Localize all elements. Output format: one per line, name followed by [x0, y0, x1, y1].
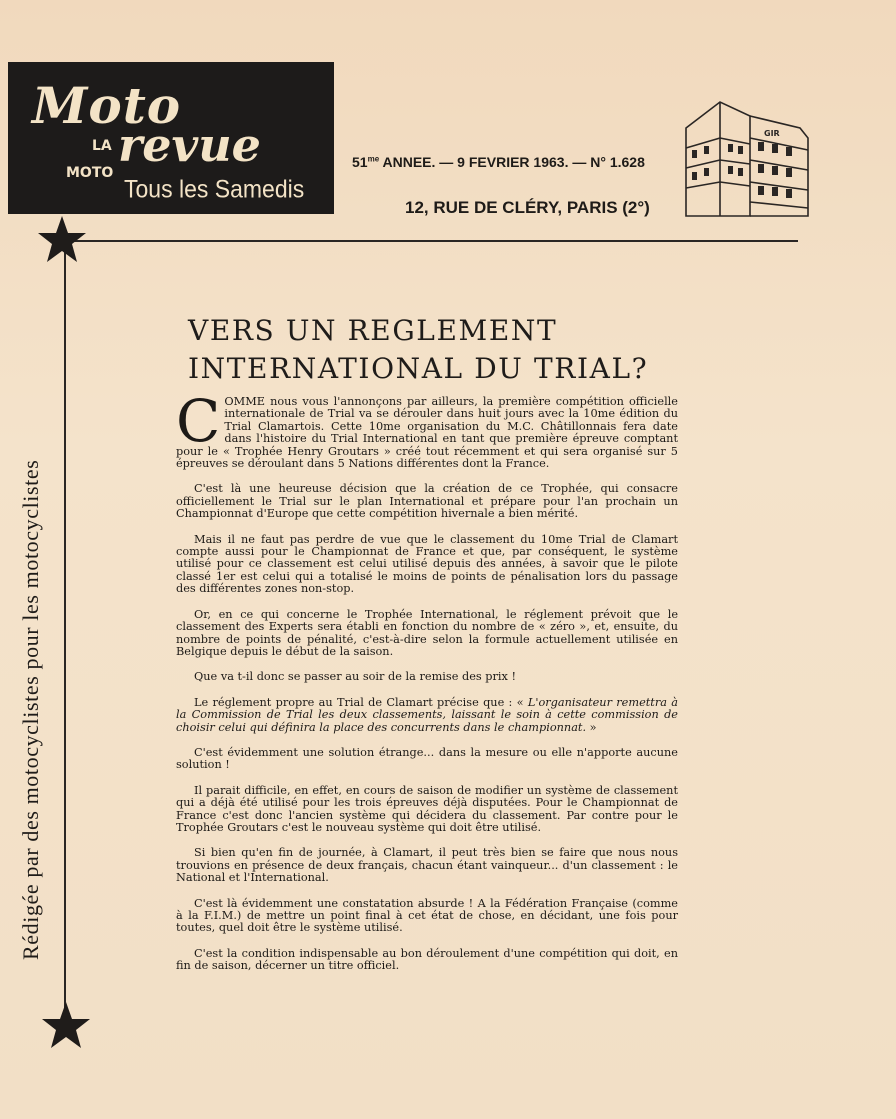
masthead-tagline: Tous les Samedis: [124, 174, 305, 204]
paragraph: C'est là une heureuse décision que la création de ce Trophée, qui consacre officiellement le Trial sur le plan International et prépare pour l'an prochain un Championnat d'Europe que cette compétition hivernale a bien mérité.: [176, 482, 678, 521]
star-icon: [36, 214, 88, 266]
paragraph: Que va t-il donc se passer au soir de la remise des prix !: [194, 670, 517, 684]
building-illustration: [680, 98, 814, 220]
logo-moto-small-text: MOTO: [66, 165, 114, 181]
title-line-2: INTERNATIONAL DU TRIAL?: [188, 352, 649, 385]
paragraph: Si bien qu'en fin de journée, à Clamart, il peut très bien se faire que nous nous trouvions en présence de deux français, chacun étant vainqueur... d'un classement : le National et l'International.: [176, 846, 678, 885]
address-line: 12, RUE DE CLÉRY, PARIS (2°): [405, 198, 650, 217]
issue-ordinal: 51: [352, 154, 368, 170]
title-line-1: VERS UN REGLEMENT: [188, 314, 558, 347]
star-icon: [40, 1000, 92, 1052]
paragraph: C'est la condition indispensable au bon déroulement d'une compétition qui doit, en fin de saison, décerner un titre officiel.: [176, 946, 678, 973]
paragraph: Or, en ce qui concerne le Trophée International, le réglement prévoit que le classement des Experts sera établi en fonction du nombre de « zéro », et, ensuite, du nombre de points de pénalité, c'est-à-dire selon la formule actuellement utilisée en Belgique depuis le début de la saison.: [176, 607, 678, 658]
building-sign: GIR: [764, 129, 780, 138]
sidebar-slogan: Rédigée par des motocyclistes pour les motocyclistes: [18, 459, 43, 960]
logo-revue-text: revue: [118, 118, 261, 172]
left-rule: [64, 240, 66, 1030]
drop-cap: C: [176, 387, 221, 455]
top-rule: [62, 240, 798, 242]
paragraph: C'est là évidemment une constatation absurde ! A la Fédération Française (comme à la F.I.M.) de mettre un point final à cet état de chose, en décidant, une fois pour toutes, quel doit être le système utilisé.: [176, 896, 678, 935]
paragraph: Le réglement propre au Trial de Clamart précise que : « L'organisateur remettra à la Commission de Trial les deux classements, laissant le soin à cette commission de choisir celui qui définira la place des concurrents dans le championnat. »: [176, 695, 678, 734]
logo-la-text: LA: [92, 138, 112, 154]
article-body: [176, 387, 678, 986]
logo-moto-text: Moto: [32, 76, 182, 135]
paragraph: Il parait difficile, en effet, en cours de saison de modifier un système de classement qui a déjà été utilisé pour les trois épreuves déjà disputées. Pour le Championnat de France c'est donc l'ancien système qui décidera du classement. Par contre pour le Trophée Groutars c'est le nouveau système qui doit être utilisé.: [176, 783, 678, 834]
issue-suffix: me: [367, 154, 380, 164]
paragraph: COMME nous vous l'annonçons par ailleurs, la première compétition officielle internationale de Trial va se dérouler dans huit jours avec la 10me édition du Trial Clamartois. Cette 10me organisation du M.C. Châtillonnais fera date dans l'histoire du Trial International en tant que première épreuve comptant pour le « Trophée Henry Groutars » créé tout récemment et qui sera organisé sur 5 épreuves se déroulant dans 5 Nations différentes dont la France.: [176, 387, 678, 471]
issue-details: ANNEE. — 9 FEVRIER 1963. — N° 1.628: [379, 154, 645, 170]
article-title: [188, 312, 648, 388]
issue-line: [352, 154, 645, 170]
paragraph: C'est évidemment une solution étrange... dans la mesure ou elle n'apporte aucune solution !: [176, 745, 678, 772]
paragraph: Mais il ne faut pas perdre de vue que le classement du 10me Trial de Clamart compte aussi pour le Championnat de France et que, par conséquent, le système utilisé pour ce classement est celui utilisé depuis des années, à savoir que le pilote classé 1er est celui qui a totalisé le moins de points de pénalisation lors du passage des différentes zones non-stop.: [176, 532, 678, 596]
